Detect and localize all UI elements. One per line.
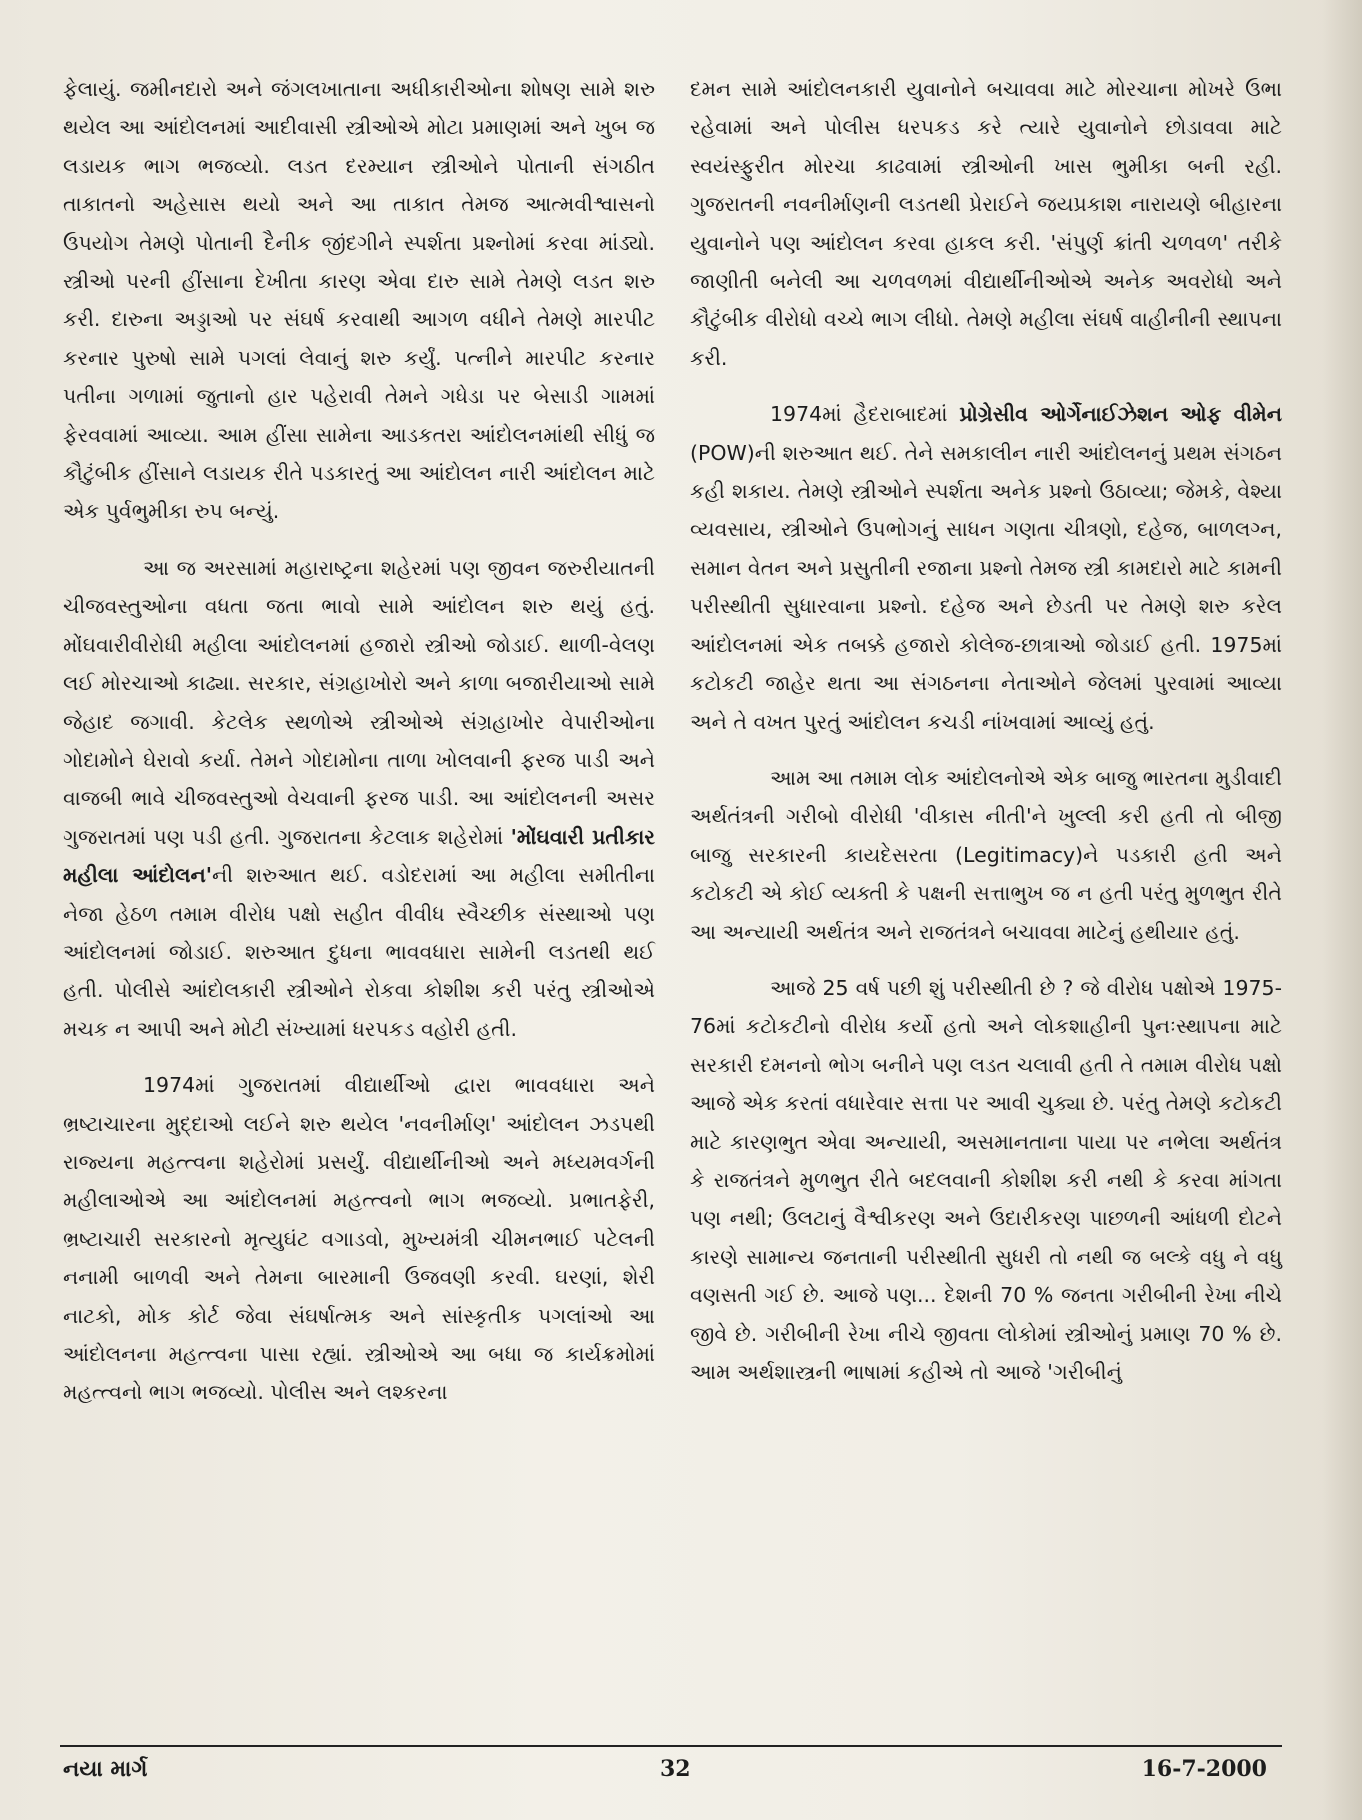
right-paragraph-1: દમન સામે આંદોલનકારી યુવાનોને બચાવવા માટે મોરચાના મોખરે ઉભા રહેવામાં અને પોલીસ ધરપકડ કરે ત્યારે યુવાનોને છોડાવવા માટે સ્વયંસ્ફુરીત મોરચા કાઢવામાં સ્ત્રીઓની ખાસ ભુમીકા બની રહી. ગુજરાતની નવનીર્માણની લડતથી પ્રેરાઈને જયપ્રકાશ નારાયણે બીહારના યુવાનોને પણ આંદોલન કરવા હાકલ કરી. 'સંપુર્ણ ક્રાંતી ચળવળ' તરીકે જાણીતી બનેલી આ ચળવળમાં વીદ્યાર્થીનીઓએ અનેક અવરોધો અને કૌટુંબીક વીરોધો વચ્ચે ભાગ લીધો. તેમણે મહીલા સંઘર્ષ વાહીનીની સ્થાપના કરી.: [690, 77, 1282, 370]
left-paragraph-1: ફેલાયું. જમીનદારો અને જંગલખાતાના અધીકારીઓના શોષણ સામે શરુ થયેલ આ આંદોલનમાં આદીવાસી સ્ત્રીઓએ મોટા પ્રમાણમાં અને ખુબ જ લડાયક ભાગ ભજવ્યો. લડત દરમ્યાન સ્ત્રીઓને પોતાની સંગઠીત તાકાતનો અહેસાસ થયો અને આ તાકાત તેમજ આત્મવીશ્વાસનો ઉપયોગ તેમણે પોતાની દૈનીક જીંદગીને સ્પર્શતા પ્રશ્નોમાં કરવા માંડ્યો. સ્ત્રીઓ પરની હીંસાના દેખીતા કારણ એવા દારુ સામે તેમણે લડત શરુ કરી. દારુના અડ્ડાઓ પર સંઘર્ષ કરવાથી આગળ વધીને તેમણે મારપીટ કરનાર પુરુષો સામે પગલાં લેવાનું શરુ કર્યું. પત્નીને મારપીટ કરનાર પતીના ગળામાં જુતાનો હાર પહેરાવી તેમને ગધેડા પર બેસાડી ગામમાં ફેરવવામાં આવ્યા. આમ હીંસા સામેના આડકતરા આંદોલનમાંથી સીધું જ કૌટુંબીક હીંસાને લડાયક રીતે પડકારતું આ આંદોલન નારી આંદોલન માટે એક પુર્વભુમીકા રુપ બન્યું.: [63, 77, 655, 524]
right-paragraph-2-bold-phrase: પ્રોગ્રેસીવ ઓર્ગેનાઈઝેશન ઓફ વીમેન: [959, 402, 1283, 427]
left-paragraph-2-text-a: આ જ અરસામાં મહારાષ્ટ્રના શહેરમાં પણ જીવન જરુરીયાતની ચીજવસ્તુઓના વધતા જતા ભાવો સામે આંદોલન શરુ થયું હતું. મોંઘવારીવીરોધી મહીલા આંદોલનમાં હજારો સ્ત્રીઓ જોડાઈ. થાળી-વેલણ લઈ મોરચાઓ કાઢ્યા. સરકાર, સંગ્રહાખોરો અને કાળા બજારીયાઓ સામે જેહાદ જગાવી. કેટલેક સ્થળોએ સ્ત્રીઓએ સંગ્રહાખોર વેપારીઓના ગોદામોને ઘેરાવો કર્યા. તેમને ગોદામોના તાળા ખોલવાની ફરજ પાડી અને વાજબી ભાવે ચીજવસ્તુઓ વેચવાની ફરજ પાડી. આ આંદોલનની અસર ગુજરાતમાં પણ પડી હતી. ગુજરાતના કેટલાક શહેરોમાં: [63, 555, 655, 849]
footer-divider: [60, 1745, 1282, 1747]
right-paragraph-3: આમ આ તમામ લોક આંદોલનોએ એક બાજુ ભારતના મુડીવાદી અર્થતંત્રની ગરીબો વીરોધી 'વીકાસ નીતી'ને ખુલ્લી કરી હતી તો બીજી બાજુ સરકારની કાયદેસરતા (Legitimacy)ને પડકારી હતી અને કટોકટી એ કોઈ વ્યક્તી કે પક્ષની સત્તાભુખ જ ન હતી પરંતુ મુળભુત રીતે આ અન્યાયી અર્થતંત્ર અને રાજતંત્રને બચાવવા માટેનું હથીયાર હતું.: [690, 765, 1282, 944]
right-paragraph-2: [690, 395, 1282, 741]
footer-publication-name: નયા માર્ગ: [63, 1756, 148, 1782]
right-paragraph-2-text-a: 1974માં હૈદરાબાદમાં: [770, 402, 960, 427]
right-paragraph-4: આજે 25 વર્ષ પછી શું પરીસ્થીતી છે ? જે વીરોધ પક્ષોએ 1975-76માં કટોકટીનો વીરોધ કર્યો હતો અને લોકશાહીની પુનઃસ્થાપના માટે સરકારી દમનનો ભોગ બનીને પણ લડત ચલાવી હતી તે તમામ વીરોધ પક્ષો આજે એક કરતાં વધારેવાર સત્તા પર આવી ચુક્યા છે. પરંતુ તેમણે કટોકટી માટે કારણભુત એવા અન્યાયી, અસમાનતાના પાયા પર નભેલા અર્થતંત્ર કે રાજતંત્રને મુળભુત રીતે બદલવાની કોશીશ કરી નથી કે કરવા માંગતા પણ નથી; ઉલટાનું વૈશ્વીકરણ અને ઉદારીકરણ પાછળની આંધળી દોટને કારણે સામાન્ય જનતાની પરીસ્થીતી સુધરી તો નથી જ બલ્કે વધુ ને વધુ વણસતી ગઈ છે. આજે પણ... દેશની 70 % જનતા ગરીબીની રેખા નીચે જીવે છે. ગરીબીની રેખા નીચે જીવતા લોકોમાં સ્ત્રીઓનું પ્રમાણ 70 % છે. આમ અર્થશાસ્ત્રની ભાષામાં કહીએ તો આજે 'ગરીબીનું: [690, 975, 1282, 1384]
right-column: [690, 70, 1282, 1391]
left-column: [63, 70, 655, 1412]
footer-page-number: 32: [660, 1756, 691, 1782]
right-paragraph-2-text-b: (POW)ની શરુઆત થઈ. તેને સમકાલીન નારી આંદોલનનું પ્રથમ સંગઠન કહી શકાય. તેમણે સ્ત્રીઓને સ્પર્શતા અનેક પ્રશ્નો ઉઠાવ્યા; જેમકે, વેશ્યા વ્યવસાય, સ્ત્રીઓને ઉપભોગનું સાધન ગણતા ચીત્રણો, દહેજ, બાળલગ્ન, સમાન વેતન અને પ્રસુતીની રજાના પ્રશ્નો તેમજ સ્ત્રી કામદારો માટે કામની પરીસ્થીતી સુધારવાના પ્રશ્નો. દહેજ અને છેડતી પર તેમણે શરુ કરેલ આંદોલનમાં એક તબક્કે હજારો કોલેજ-છાત્રાઓ જોડાઈ હતી. 1975માં કટોકટી જાહેર થતા આ સંગઠનના નેતાઓને જેલમાં પુરવામાં આવ્યા અને તે વખત પુરતું આંદોલન કચડી નાંખવામાં આવ્યું હતું.: [690, 440, 1282, 734]
left-paragraph-2-bold-phrase: 'મોંઘવારી પ્રતીકાર મહીલા આંદોલન': [63, 824, 655, 888]
left-paragraph-2: [63, 549, 655, 1048]
footer-date: 16-7-2000: [1141, 1756, 1267, 1782]
left-paragraph-2-text-b: ની શરુઆત થઈ. વડોદરામાં આ મહીલા સમીતીના નેજા હેઠળ તમામ વીરોધ પક્ષો સહીત વીવીધ સ્વૈચ્છીક સંસ્થાઓ પણ આંદોલનમાં જોડાઈ. શરુઆત દુધના ભાવવધારા સામેની લડતથી થઈ હતી. પોલીસે આંદોલકારી સ્ત્રીઓને રોકવા કોશીશ કરી પરંતુ સ્ત્રીઓએ મચક ન આપી અને મોટી સંખ્યામાં ધરપકડ વહોરી હતી.: [63, 863, 655, 1041]
left-paragraph-3: 1974માં ગુજરાતમાં વીદ્યાર્થીઓ દ્વારા ભાવવધારા અને ભ્રષ્ટાચારના મુદ્દાઓ લઈને શરુ થયેલ 'નવનીર્માણ' આંદોલન ઝડપથી રાજ્યના મહત્ત્વના શહેરોમાં પ્રસર્યું. વીદ્યાર્થીનીઓ અને મધ્યમવર્ગની મહીલાઓએ આ આંદોલનમાં મહત્ત્વનો ભાગ ભજવ્યો. પ્રભાતફેરી, ભ્રષ્ટાચારી સરકારનો મૃત્યુઘંટ વગાડવો, મુખ્યમંત્રી ચીમનભાઈ પટેલની નનામી બાળવી અને તેમના બારમાની ઉજવણી કરવી. ઘરણાં, શેરી નાટકો, મોક કોર્ટ જેવા સંઘર્ષાત્મક અને સાંસ્કૃતીક પગલાંઓ આ આંદોલનના મહત્ત્વના પાસા રહ્યાં. સ્ત્રીઓએ આ બધા જ કાર્યક્રમોમાં મહત્ત્વનો ભાગ ભજવ્યો. પોલીસ અને લશ્કરના: [63, 1073, 655, 1405]
page-edge-shadow: [1322, 0, 1362, 1820]
